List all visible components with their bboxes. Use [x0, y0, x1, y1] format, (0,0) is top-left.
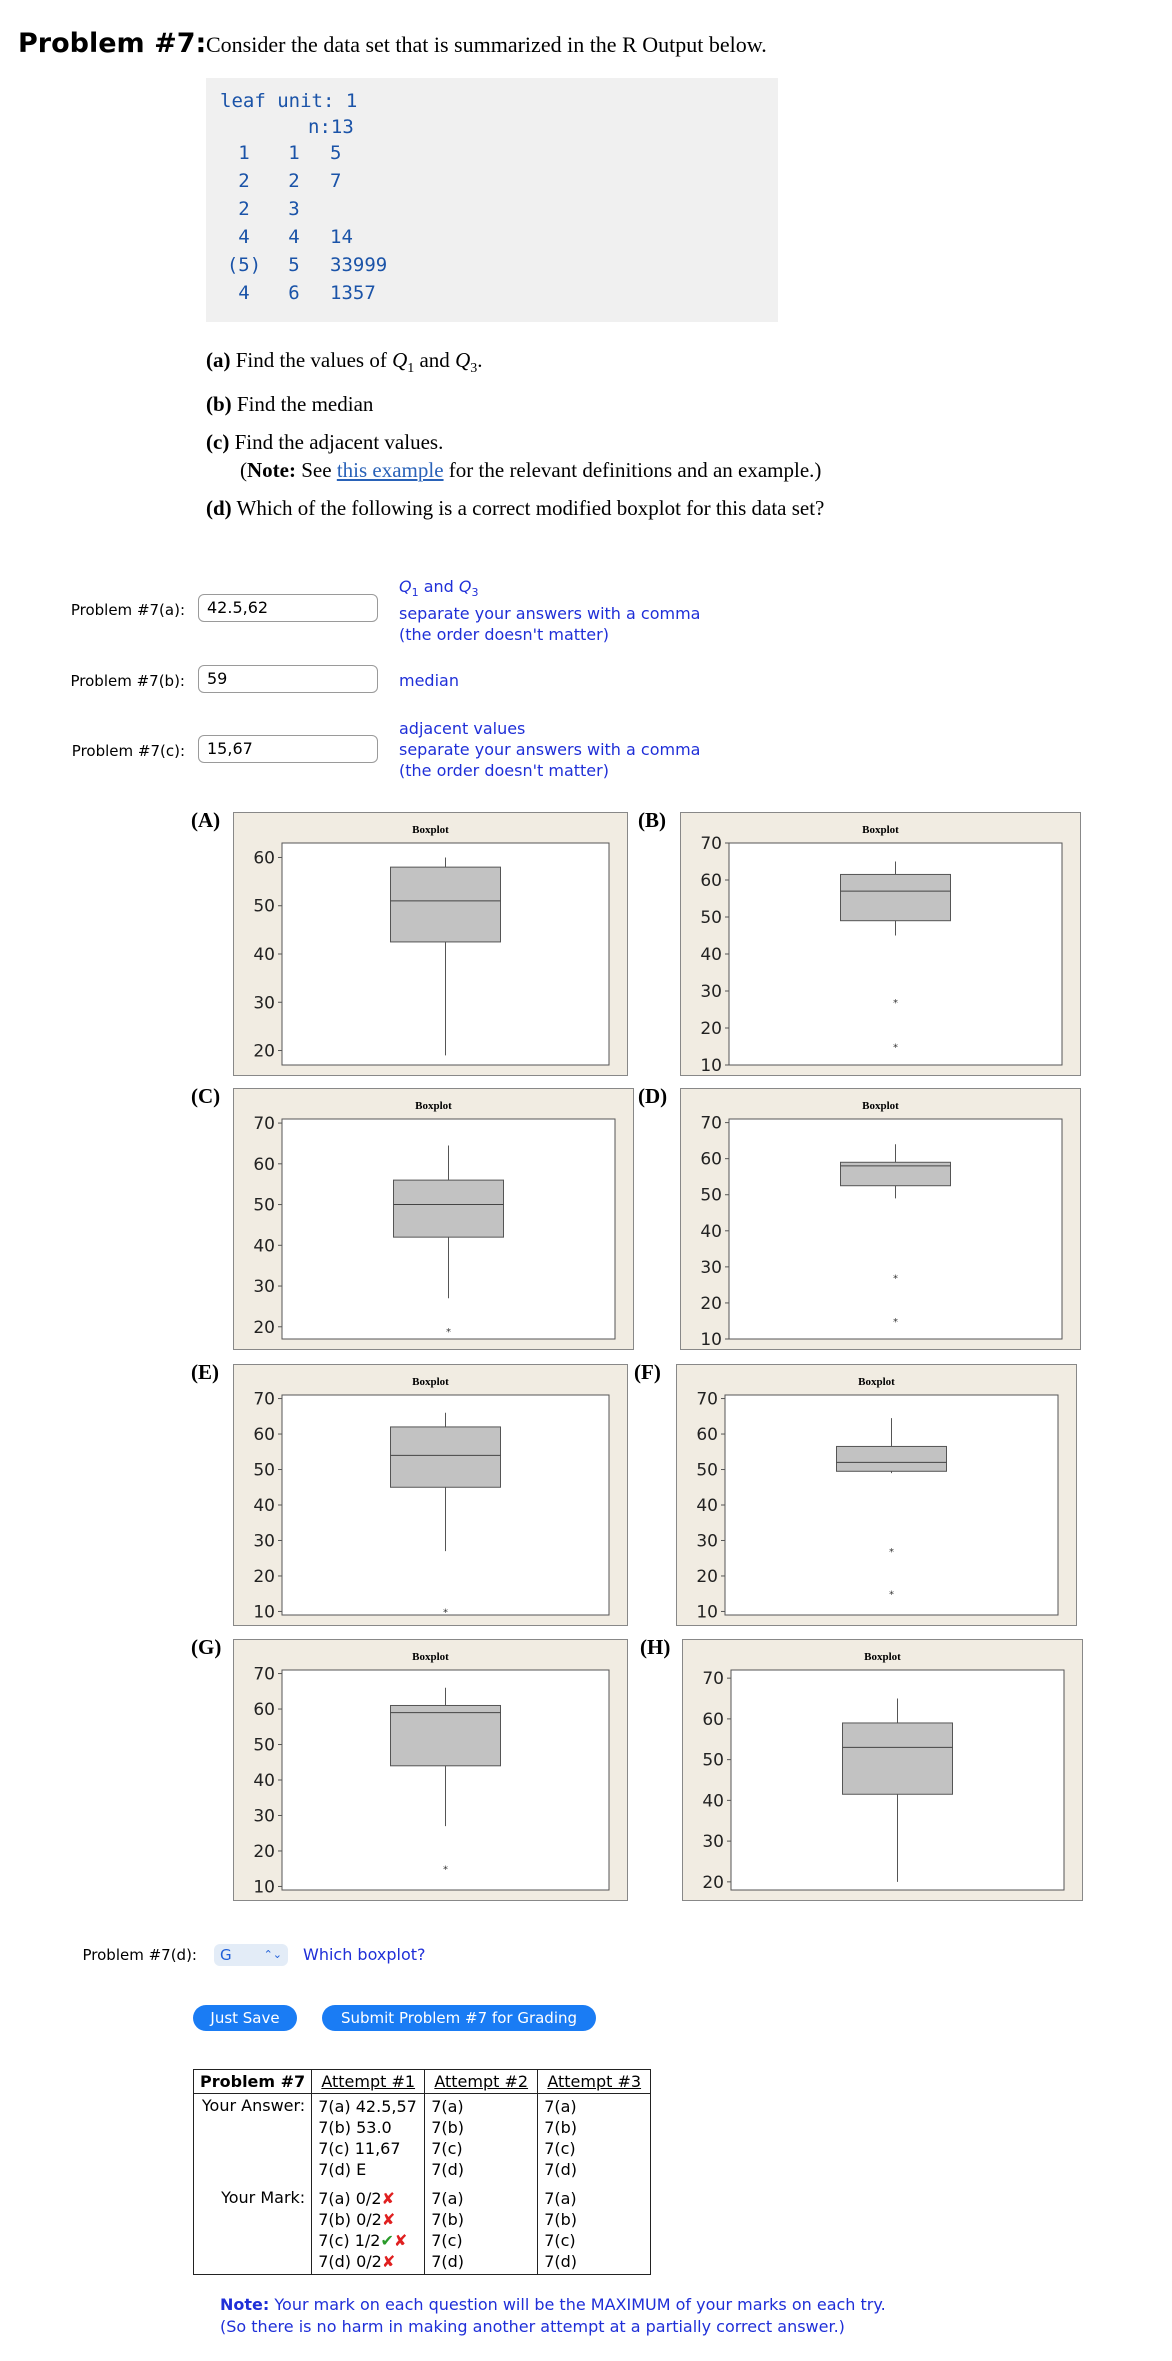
y-tick-label: 50 — [700, 1185, 722, 1206]
y-tick-label: 30 — [696, 1531, 718, 1552]
r-output-box — [206, 78, 778, 322]
stem-depth: 2 — [238, 170, 250, 192]
y-tick-label: 50 — [253, 1460, 275, 1481]
boxplot-option-label: (F) — [634, 1360, 661, 1384]
stem-depth: 4 — [238, 226, 250, 248]
stem-leaves: 5 — [330, 142, 342, 164]
y-tick-label: 70 — [253, 1389, 275, 1410]
submit-button[interactable]: Submit Problem #7 for Grading — [322, 2005, 596, 2031]
question-a: (a) Find the values of $Q_1$ and $Q_3$. — [206, 348, 483, 377]
y-tick-label: 40 — [253, 1236, 275, 1257]
partial-correct-icon: ✔ — [380, 2231, 394, 2250]
y-tick-label: 10 — [253, 1602, 275, 1623]
answer-b-hint: median — [399, 671, 459, 690]
iqr-box — [841, 874, 951, 920]
boxplot-select[interactable]: G ⌃⌄ — [214, 1944, 288, 1966]
answer-c-label: Problem #7(c): — [71, 742, 185, 760]
boxplot-frame — [680, 812, 1081, 1076]
attempts-table — [193, 2069, 651, 2275]
boxplot-option-label: (A) — [191, 808, 221, 832]
outlier-point: * — [893, 1042, 898, 1054]
y-tick-label: 70 — [253, 1664, 275, 1685]
stem-depth: 2 — [238, 198, 250, 220]
y-tick-label: 50 — [696, 1460, 718, 1481]
question-c: (c) Find the adjacent values. — [206, 430, 444, 454]
stem-depth: (5) — [226, 254, 262, 276]
select-chevron-icon: ⌃⌄ — [263, 1948, 282, 1961]
y-tick-label: 70 — [702, 1669, 724, 1690]
y-tick-label: 20 — [253, 1566, 275, 1587]
iqr-box — [837, 1446, 947, 1471]
r-output-n: n:13 — [308, 116, 354, 138]
y-tick-label: 50 — [253, 1195, 275, 1216]
outlier-point: * — [893, 1273, 898, 1285]
boxplot-chart — [234, 1640, 627, 1900]
y-tick-label: 60 — [253, 1700, 275, 1721]
iqr-box — [391, 1705, 501, 1765]
y-tick-label: 30 — [253, 1806, 275, 1827]
answer-a-hint: $Q_1$ and $Q_3$ separate your answers with a comma (the order doesn't matter) — [399, 577, 701, 645]
outlier-point: * — [443, 1607, 448, 1619]
y-tick-label: 30 — [253, 993, 275, 1014]
boxplot-chart — [681, 813, 1080, 1075]
answer-a-label: Problem #7(a): — [70, 601, 185, 619]
stem-leaves: 14 — [330, 226, 353, 248]
attempt-3-answers: 7(a) 7(b) 7(c) 7(d) — [538, 2094, 651, 2183]
boxplot-chart — [234, 1365, 627, 1625]
boxplot-option-label: (G) — [191, 1635, 222, 1659]
wrong-mark-icon: ✘ — [393, 2231, 408, 2250]
your-mark-label: Your Mark: — [194, 2182, 312, 2275]
stem-value: 1 — [288, 142, 300, 164]
y-tick-label: 20 — [702, 1872, 724, 1893]
wrong-mark-icon: ✘ — [381, 2210, 396, 2229]
grading-note: Note: Your mark on each question will be the MAXIMUM of your marks on each try. (So there is no harm in making another attempt at a partially correct answer.) — [220, 2295, 886, 2336]
stem-leaves: 33999 — [330, 254, 388, 276]
y-tick-label: 10 — [700, 1330, 722, 1349]
y-tick-label: 50 — [700, 908, 722, 928]
boxplot-chart — [681, 1089, 1080, 1349]
boxplot-title: Boxplot — [862, 1100, 899, 1112]
wrong-mark-icon: ✘ — [381, 2252, 396, 2271]
y-tick-label: 70 — [700, 1113, 722, 1134]
just-save-button[interactable]: Just Save — [193, 2005, 297, 2031]
wrong-mark-icon: ✘ — [381, 2189, 395, 2208]
your-answer-label: Your Answer: — [194, 2094, 312, 2183]
boxplot-option-label: (D) — [638, 1084, 668, 1108]
y-tick-label: 60 — [253, 848, 275, 869]
attempts-header-problem: Problem #7 — [194, 2070, 312, 2094]
problem-intro: Consider the data set that is summarized in the R Output below. — [206, 32, 767, 57]
stem-depth: 4 — [238, 282, 250, 304]
outlier-point: * — [893, 998, 898, 1010]
iqr-box — [843, 1723, 953, 1794]
boxplot-title: Boxplot — [864, 1651, 901, 1663]
y-tick-label: 70 — [253, 1114, 275, 1135]
y-tick-label: 70 — [700, 834, 722, 854]
boxplot-title: Boxplot — [862, 824, 899, 836]
attempt-2-answers: 7(a) 7(b) 7(c) 7(d) — [425, 2094, 538, 2183]
y-tick-label: 60 — [700, 871, 722, 891]
stem-value: 3 — [288, 198, 300, 220]
boxplot-frame — [233, 812, 628, 1076]
y-tick-label: 30 — [253, 1531, 275, 1552]
iqr-box — [391, 867, 501, 942]
boxplot-frame — [233, 1639, 628, 1901]
attempt-2-marks: 7(a) 7(b) 7(c) 7(d) — [425, 2182, 538, 2275]
stem-leaves: 1357 — [330, 282, 376, 304]
y-tick-label: 40 — [700, 945, 722, 965]
answer-d-hint: Which boxplot? — [303, 1945, 426, 1964]
stem-value: 2 — [288, 170, 300, 192]
iqr-box — [394, 1180, 504, 1237]
boxplot-title: Boxplot — [412, 1651, 449, 1663]
y-tick-label: 40 — [253, 1496, 275, 1516]
this-example-link[interactable]: this example — [336, 458, 444, 482]
y-tick-label: 30 — [253, 1277, 275, 1298]
boxplot-option-label: (C) — [191, 1084, 221, 1108]
y-tick-label: 40 — [702, 1791, 724, 1812]
y-tick-label: 70 — [696, 1389, 718, 1410]
r-output-leaf-unit: leaf unit: 1 — [220, 90, 358, 112]
boxplot-chart — [677, 1365, 1076, 1625]
boxplot-option-label: (H) — [640, 1635, 671, 1659]
y-tick-label: 60 — [253, 1425, 275, 1446]
outlier-point: * — [446, 1326, 451, 1338]
attempt-1-header: Attempt #1 — [312, 2070, 425, 2094]
boxplot-frame — [233, 1088, 634, 1350]
answer-b-label: Problem #7(b): — [70, 672, 185, 690]
boxplot-frame — [682, 1639, 1083, 1901]
y-tick-label: 40 — [253, 945, 275, 965]
y-tick-label: 10 — [700, 1056, 722, 1075]
y-tick-label: 60 — [700, 1149, 722, 1170]
stem-depth: 1 — [238, 142, 250, 164]
boxplot-chart — [683, 1640, 1082, 1900]
stem-value: 6 — [288, 282, 300, 304]
y-tick-label: 20 — [700, 1019, 722, 1039]
y-tick-label: 40 — [253, 1771, 275, 1791]
y-tick-label: 30 — [702, 1832, 724, 1853]
answer-c-hint: adjacent values separate your answers with a comma (the order doesn't matter) — [399, 719, 701, 780]
boxplot-chart — [234, 1089, 633, 1349]
boxplot-title: Boxplot — [415, 1100, 452, 1112]
y-tick-label: 30 — [700, 982, 722, 1002]
attempt-3-header: Attempt #3 — [538, 2070, 651, 2094]
y-tick-label: 50 — [253, 1735, 275, 1756]
attempt-1-marks: 7(a) 0/2✘ 7(b) 0/2✘ 7(c) 1/2✔✘ 7(d) 0/2✘ — [312, 2182, 425, 2275]
iqr-box — [391, 1427, 501, 1487]
problem-title: Problem #7: — [18, 28, 207, 59]
y-tick-label: 60 — [696, 1425, 718, 1446]
y-tick-label: 60 — [702, 1709, 724, 1730]
y-tick-label: 20 — [253, 1317, 275, 1338]
attempt-2-header: Attempt #2 — [425, 2070, 538, 2094]
y-tick-label: 30 — [700, 1257, 722, 1278]
outlier-point: * — [889, 1547, 894, 1559]
y-tick-label: 60 — [253, 1154, 275, 1175]
stem-value: 4 — [288, 226, 300, 248]
question-c-note: (Note: See this example for the relevant definitions and an example.) — [240, 458, 822, 482]
y-tick-label: 10 — [696, 1602, 718, 1623]
y-tick-label: 40 — [700, 1221, 722, 1242]
answer-d-label: Problem #7(d): — [82, 1946, 197, 1964]
answer-b-input[interactable]: 59 — [198, 665, 378, 693]
boxplot-chart — [234, 813, 627, 1075]
y-tick-label: 50 — [253, 896, 275, 917]
question-d: (d) Which of the following is a correct modified boxplot for this data set? — [206, 496, 825, 520]
y-tick-label: 50 — [702, 1750, 724, 1771]
outlier-point: * — [443, 1864, 448, 1876]
answer-c-input[interactable]: 15,67 — [198, 735, 378, 763]
outlier-point: * — [893, 1316, 898, 1328]
answer-a-input[interactable]: 42.5,62 — [198, 594, 378, 622]
outlier-point: * — [889, 1589, 894, 1601]
question-b: (b) Find the median — [206, 392, 374, 416]
y-tick-label: 20 — [696, 1566, 718, 1587]
attempt-3-marks: 7(a) 7(b) 7(c) 7(d) — [538, 2182, 651, 2275]
boxplot-title: Boxplot — [858, 1376, 895, 1388]
boxplot-title: Boxplot — [412, 1376, 449, 1388]
stem-leaves: 7 — [330, 170, 342, 192]
y-tick-label: 20 — [253, 1841, 275, 1862]
boxplot-frame — [676, 1364, 1077, 1626]
boxplot-title: Boxplot — [412, 824, 449, 836]
y-tick-label: 10 — [253, 1877, 275, 1898]
attempt-1-answers: 7(a) 42.5,57 7(b) 53.0 7(c) 11,67 7(d) E — [312, 2094, 425, 2183]
boxplot-frame — [233, 1364, 628, 1626]
boxplot-option-label: (E) — [191, 1360, 219, 1384]
y-tick-label: 40 — [696, 1496, 718, 1516]
stem-value: 5 — [288, 254, 300, 276]
y-tick-label: 20 — [700, 1293, 722, 1314]
y-tick-label: 20 — [253, 1041, 275, 1062]
boxplot-frame — [680, 1088, 1081, 1350]
boxplot-option-label: (B) — [638, 808, 666, 832]
